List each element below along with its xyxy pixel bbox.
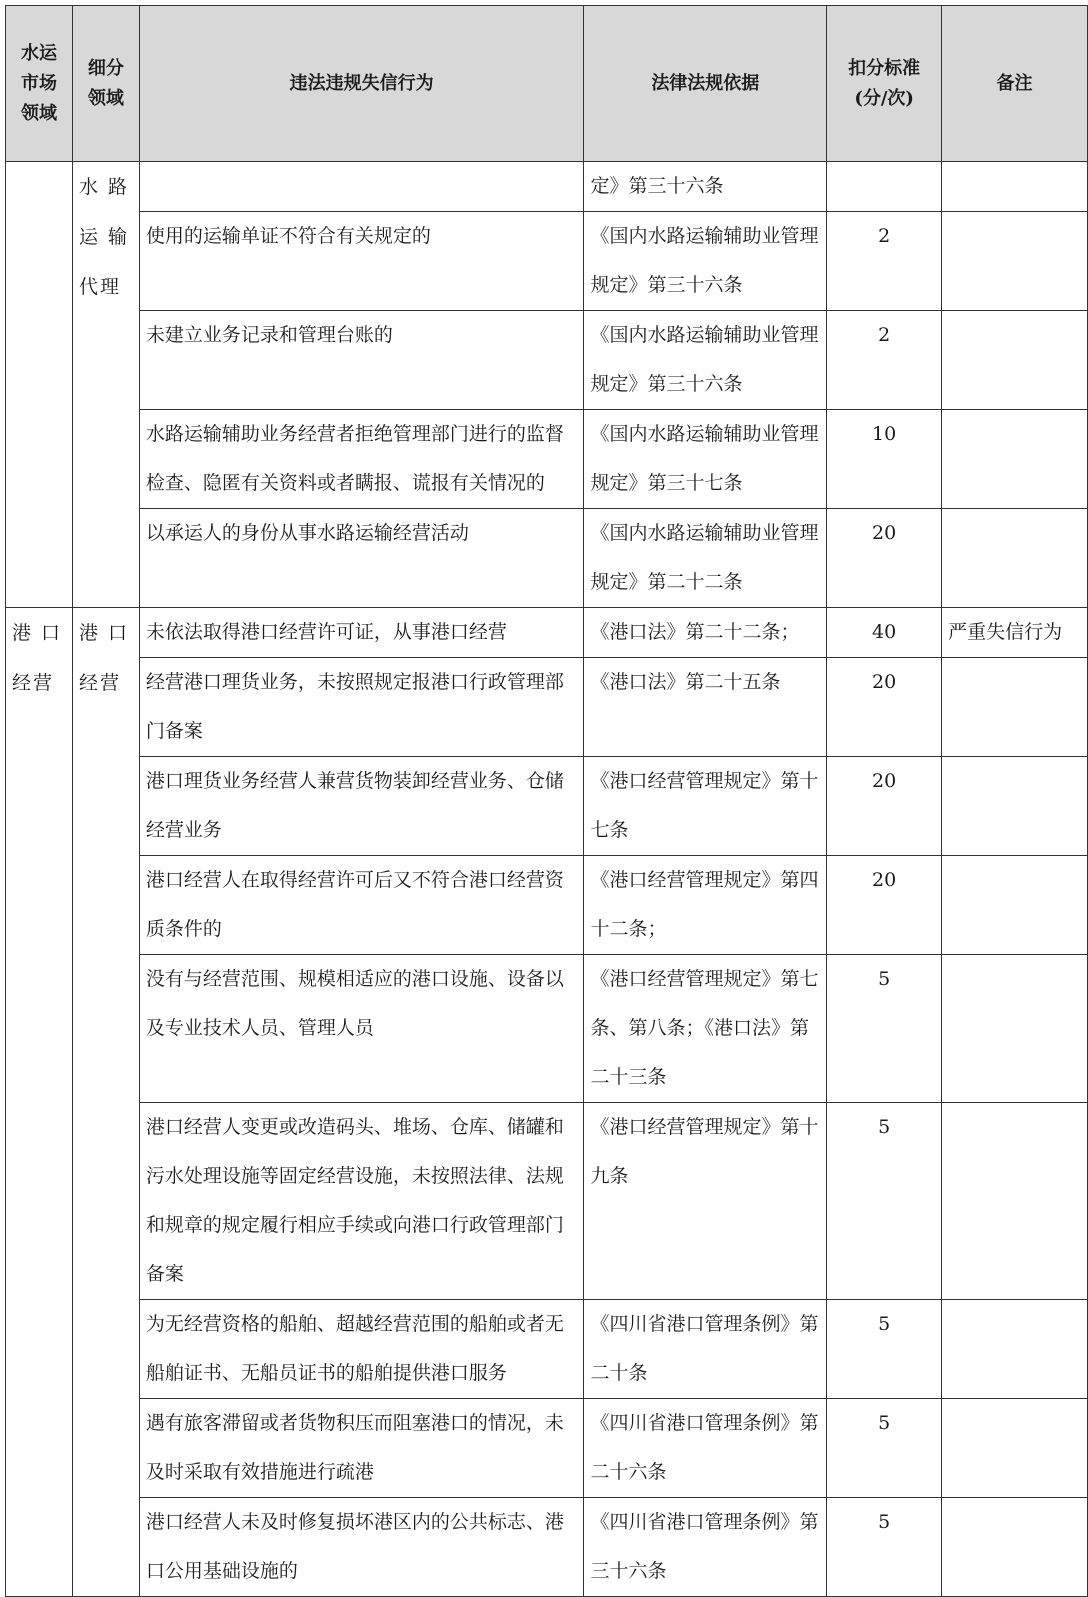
header-sub-domain: 细分 领域 <box>72 6 139 162</box>
remark-cell <box>942 1498 1088 1597</box>
remark-cell <box>942 1399 1088 1498</box>
header-market-domain: 水运 市场 领域 <box>6 6 73 162</box>
legal-basis-cell: 《国内水路运输辅助业管理规定》第三十六条 <box>584 311 827 410</box>
deduction-cell <box>827 162 942 212</box>
table-row <box>6 162 1088 212</box>
violation-cell: 港口经营人变更或改造码头、堆场、仓库、储罐和污水处理设施等固定经营设施，未按照法律、法规和规章的规定履行相应手续或向港口行政管理部门备案 <box>139 1103 584 1300</box>
deduction-cell: 20 <box>827 509 942 608</box>
deduction-cell: 2 <box>827 311 942 410</box>
deduction-cell: 5 <box>827 1498 942 1597</box>
remark-cell <box>942 856 1088 955</box>
legal-basis-cell: 《港口经营管理规定》第七条、第八条；《港口法》第二十三条 <box>584 955 827 1103</box>
deduction-cell: 40 <box>827 608 942 658</box>
deduction-cell: 20 <box>827 658 942 757</box>
table-row <box>6 757 1088 856</box>
remark-cell <box>942 757 1088 856</box>
violation-cell: 为无经营资格的船舶、超越经营范围的船舶或者无船舶证书、无船员证书的船舶提供港口服务 <box>139 1300 584 1399</box>
table-row <box>6 410 1088 509</box>
sub-domain-cell: 港 口 经营 <box>72 608 139 1597</box>
table-row <box>6 608 1088 658</box>
penalty-table <box>5 5 1088 1597</box>
table-row <box>6 1498 1088 1597</box>
market-domain-cell: 港 口 经营 <box>6 608 73 1597</box>
violation-cell: 未依法取得港口经营许可证，从事港口经营 <box>139 608 584 658</box>
market-domain-cell <box>6 162 73 608</box>
header-row <box>6 6 1088 162</box>
deduction-cell: 10 <box>827 410 942 509</box>
header-remark: 备注 <box>942 6 1088 162</box>
deduction-cell: 5 <box>827 1300 942 1399</box>
legal-basis-cell: 《港口法》第二十二条； <box>584 608 827 658</box>
header-deduction: 扣分标准 (分/次) <box>827 6 942 162</box>
table-row <box>6 509 1088 608</box>
violation-cell: 港口理货业务经营人兼营货物装卸经营业务、仓储经营业务 <box>139 757 584 856</box>
remark-cell: 严重失信行为 <box>942 608 1088 658</box>
violation-cell: 没有与经营范围、规模相适应的港口设施、设备以及专业技术人员、管理人员 <box>139 955 584 1103</box>
remark-cell <box>942 162 1088 212</box>
legal-basis-cell: 定》第三十六条 <box>584 162 827 212</box>
table-row <box>6 856 1088 955</box>
header-legal-basis: 法律法规依据 <box>584 6 827 162</box>
legal-basis-cell: 《港口经营管理规定》第四十二条； <box>584 856 827 955</box>
remark-cell <box>942 1103 1088 1300</box>
violation-cell: 遇有旅客滞留或者货物积压而阻塞港口的情况，未及时采取有效措施进行疏港 <box>139 1399 584 1498</box>
violation-cell: 以承运人的身份从事水路运输经营活动 <box>139 509 584 608</box>
deduction-cell: 2 <box>827 212 942 311</box>
remark-cell <box>942 410 1088 509</box>
violation-cell: 使用的运输单证不符合有关规定的 <box>139 212 584 311</box>
legal-basis-cell: 《港口经营管理规定》第十九条 <box>584 1103 827 1300</box>
violation-cell: 水路运输辅助业务经营者拒绝管理部门进行的监督检查、隐匿有关资料或者瞒报、谎报有关情况的 <box>139 410 584 509</box>
legal-basis-cell: 《国内水路运输辅助业管理规定》第二十二条 <box>584 509 827 608</box>
violation-cell: 港口经营人未及时修复损坏港区内的公共标志、港口公用基础设施的 <box>139 1498 584 1597</box>
table-row <box>6 212 1088 311</box>
remark-cell <box>942 658 1088 757</box>
table-row <box>6 311 1088 410</box>
table-row <box>6 1103 1088 1300</box>
legal-basis-cell: 《港口经营管理规定》第十七条 <box>584 757 827 856</box>
legal-basis-cell: 《四川省港口管理条例》第三十六条 <box>584 1498 827 1597</box>
table-row <box>6 1300 1088 1399</box>
violation-cell: 未建立业务记录和管理台账的 <box>139 311 584 410</box>
deduction-cell: 20 <box>827 757 942 856</box>
legal-basis-cell: 《国内水路运输辅助业管理规定》第三十七条 <box>584 410 827 509</box>
table-row <box>6 658 1088 757</box>
legal-basis-cell: 《港口法》第二十五条 <box>584 658 827 757</box>
remark-cell <box>942 212 1088 311</box>
sub-domain-cell: 水 路 运 输 代理 <box>72 162 139 608</box>
header-violation: 违法违规失信行为 <box>139 6 584 162</box>
deduction-cell: 5 <box>827 1103 942 1300</box>
table-row <box>6 1399 1088 1498</box>
remark-cell <box>942 1300 1088 1399</box>
remark-cell <box>942 311 1088 410</box>
legal-basis-cell: 《四川省港口管理条例》第二十六条 <box>584 1399 827 1498</box>
violation-cell: 港口经营人在取得经营许可后又不符合港口经营资质条件的 <box>139 856 584 955</box>
violation-cell <box>139 162 584 212</box>
legal-basis-cell: 《四川省港口管理条例》第二十条 <box>584 1300 827 1399</box>
remark-cell <box>942 955 1088 1103</box>
deduction-cell: 5 <box>827 955 942 1103</box>
legal-basis-cell: 《国内水路运输辅助业管理规定》第三十六条 <box>584 212 827 311</box>
deduction-cell: 5 <box>827 1399 942 1498</box>
remark-cell <box>942 509 1088 608</box>
table-row <box>6 955 1088 1103</box>
deduction-cell: 20 <box>827 856 942 955</box>
violation-cell: 经营港口理货业务，未按照规定报港口行政管理部门备案 <box>139 658 584 757</box>
